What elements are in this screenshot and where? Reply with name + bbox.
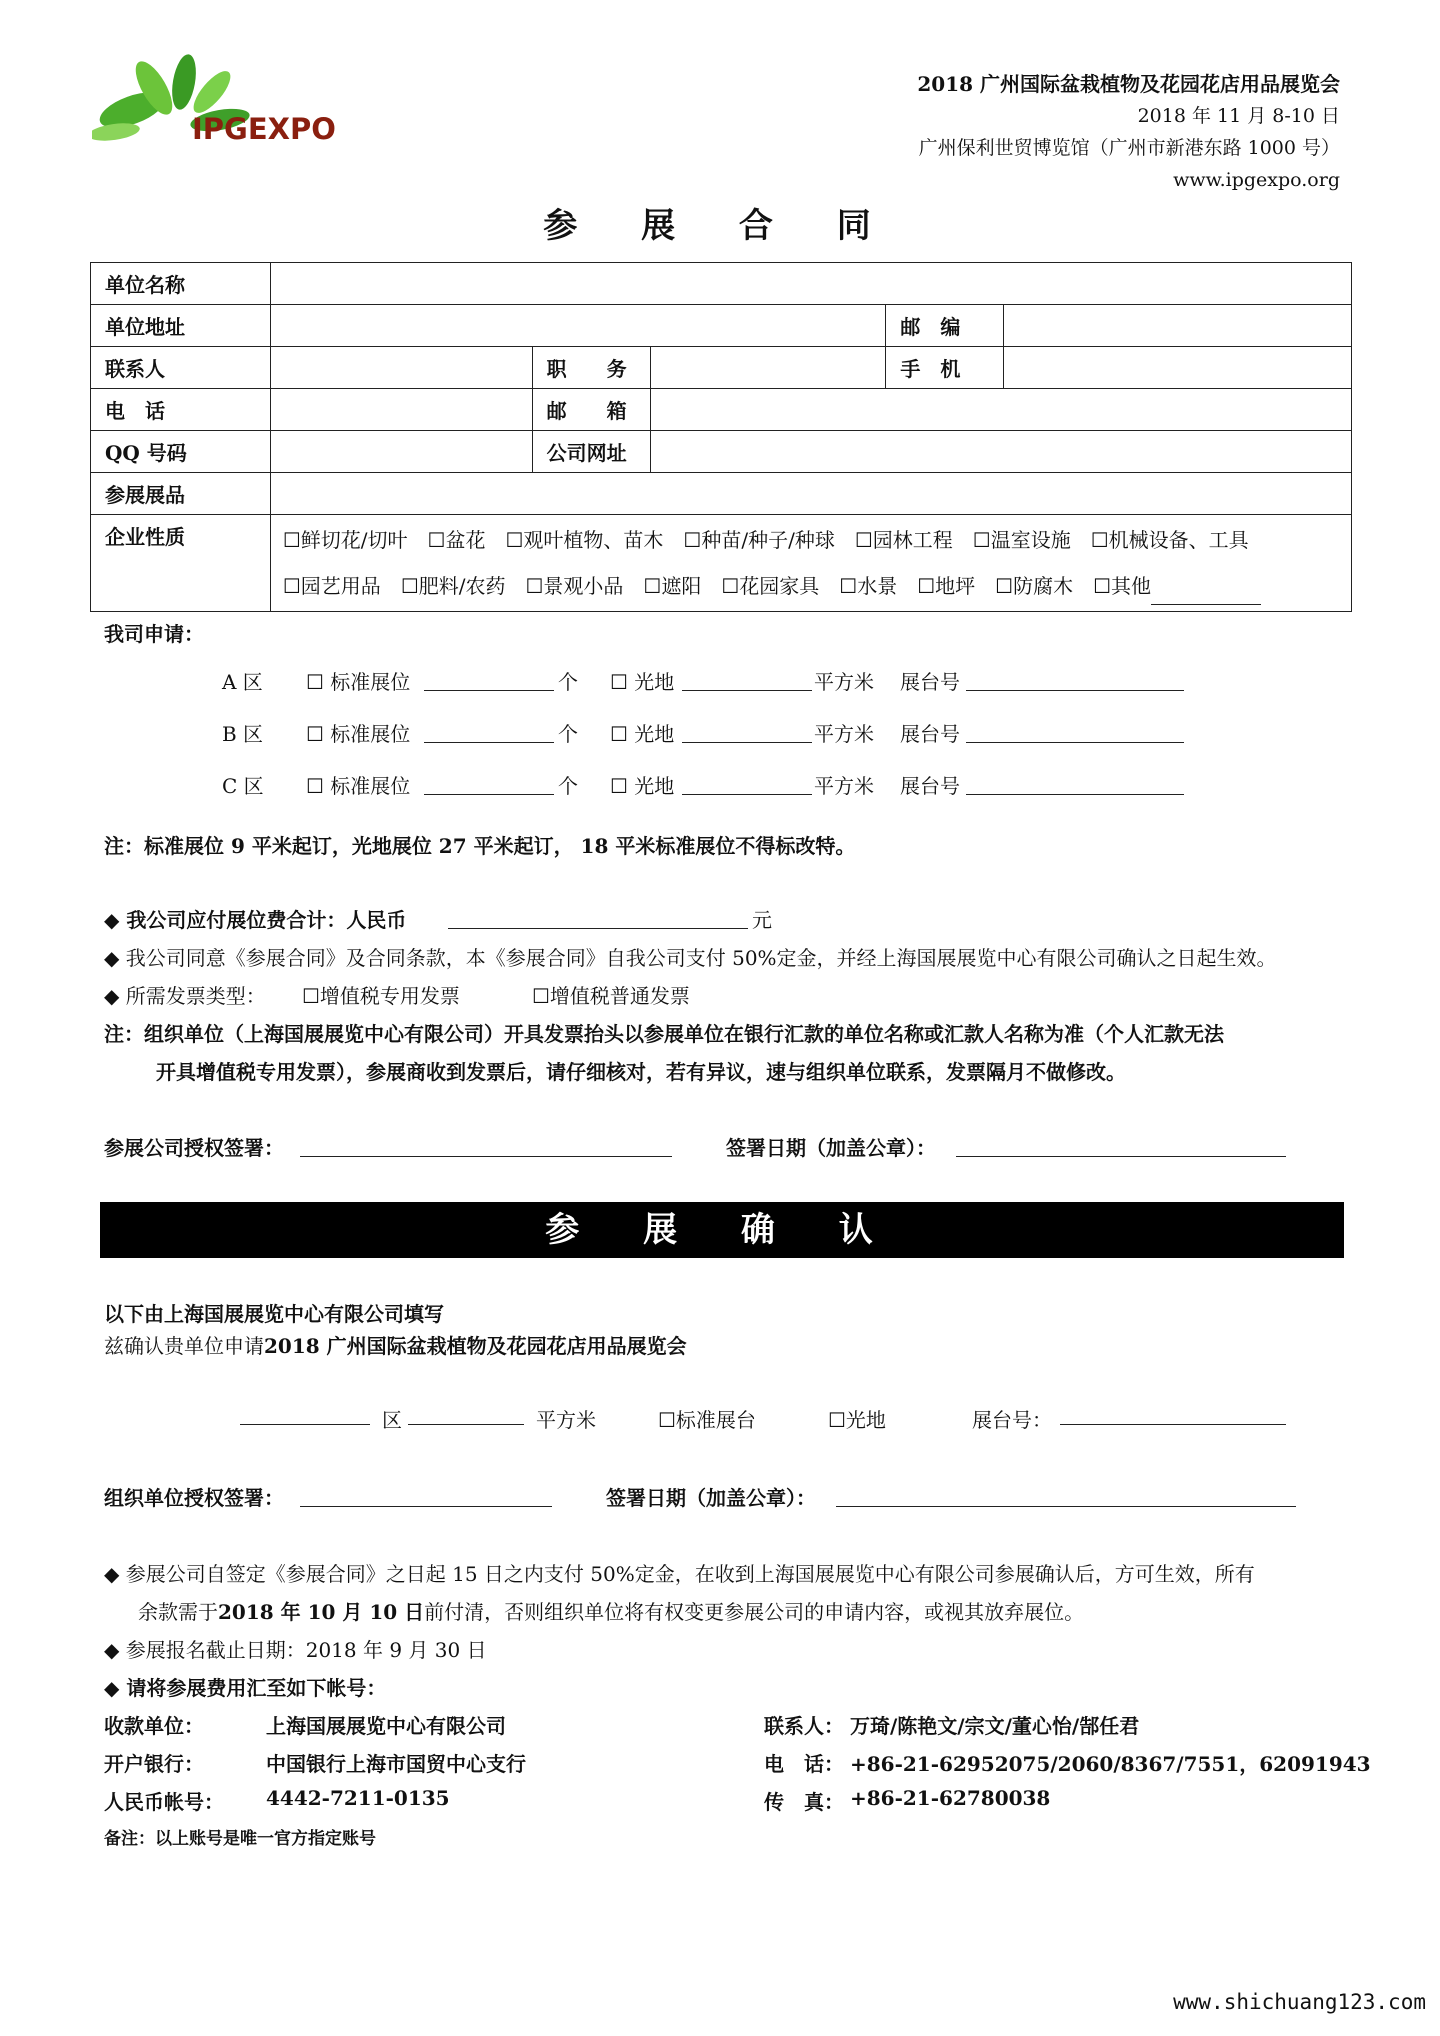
term-1-date: 2018 年 10 月 10 日 xyxy=(218,1600,425,1624)
nature-option[interactable]: ☐防腐木 xyxy=(995,574,1074,598)
postcode-label: 邮 编 xyxy=(886,305,1004,347)
company-address-label: 单位地址 xyxy=(91,305,271,347)
raw-space-checkbox[interactable]: ☐ 光地 xyxy=(610,774,675,798)
exhibitor-date-field[interactable] xyxy=(956,1136,1286,1157)
company-address-field[interactable] xyxy=(270,305,886,347)
expo-header xyxy=(917,68,1340,196)
apply-heading: 我司申请： xyxy=(104,622,204,646)
website-field[interactable] xyxy=(650,431,1351,473)
payee-value: 上海国展展览中心有限公司 xyxy=(266,1714,506,1738)
confirm-expo: 2018 广州国际盆栽植物及花园花店用品展览会 xyxy=(264,1334,687,1358)
contact-people-label: 联系人： xyxy=(764,1714,844,1738)
term-1-pre: 余款需于 xyxy=(138,1600,218,1624)
invoice-special-checkbox[interactable]: ☐增值税专用发票 xyxy=(302,984,460,1008)
term-3: ◆ 请将参展费用汇至如下帐号： xyxy=(104,1676,387,1700)
contact-people: 万琦/陈艳文/宗文/董心怡/郜任君 xyxy=(850,1714,1140,1738)
confirm-sqm-label: 平方米 xyxy=(536,1408,596,1432)
confirm-booth-no-label: 展台号： xyxy=(972,1408,1052,1432)
nature-row-2 xyxy=(283,563,1339,609)
nature-option[interactable]: ☐鲜切花/切叶 xyxy=(282,528,408,552)
confirm-banner: 参 展 确 认 xyxy=(100,1202,1344,1258)
raw-space-checkbox[interactable]: ☐ 光地 xyxy=(610,722,675,746)
unit-label: 个 xyxy=(558,722,578,746)
position-field[interactable] xyxy=(650,347,886,389)
website-label: 公司网址 xyxy=(532,431,650,473)
confirm-zone-field[interactable] xyxy=(240,1404,370,1425)
tel-label: 电 话： xyxy=(764,1752,844,1776)
fee-total-field[interactable] xyxy=(448,908,748,929)
contact-label: 联系人 xyxy=(91,347,271,389)
bank-remark: 备注：以上账号是唯一官方指定账号 xyxy=(104,1829,376,1849)
nature-option[interactable]: ☐花园家具 xyxy=(721,574,820,598)
tel-value: +86-21-62952075/2060/8367/7551，62091943 xyxy=(850,1752,1371,1776)
nature-option[interactable]: ☐机械设备、工具 xyxy=(1090,528,1249,552)
nature-option[interactable]: ☐盆花 xyxy=(427,528,486,552)
exhibitor-sign-field[interactable] xyxy=(300,1136,672,1157)
fax-value: +86-21-62780038 xyxy=(850,1786,1051,1810)
org-date-label: 签署日期（加盖公章）： xyxy=(606,1486,816,1510)
invoice-note-line2: 开具增值税专用发票），参展商收到发票后，请仔细核对，若有异议，速与组织单位联系，发票隔月不做修改。 xyxy=(156,1060,1126,1084)
fax-label: 传 真： xyxy=(764,1790,844,1814)
invoice-normal-checkbox[interactable]: ☐增值税普通发票 xyxy=(532,984,690,1008)
org-date-field[interactable] xyxy=(836,1486,1296,1507)
std-booth-checkbox[interactable]: ☐ 标准展位 xyxy=(306,774,411,798)
products-label: 参展展品 xyxy=(91,473,271,515)
raw-space-sqm-field[interactable] xyxy=(682,670,812,691)
unit-label: 个 xyxy=(558,670,578,694)
bank-label: 开户银行： xyxy=(104,1752,204,1776)
company-name-field[interactable] xyxy=(270,263,1351,305)
booth-no-field[interactable] xyxy=(966,722,1184,743)
invoice-note-line1: 注：组织单位（上海国展展览中心有限公司）开具发票抬头以参展单位在银行汇款的单位名称或汇款人名称为准（个人汇款无法 xyxy=(104,1022,1224,1046)
raw-space-sqm-field[interactable] xyxy=(682,722,812,743)
nature-option[interactable]: ☐园林工程 xyxy=(854,528,953,552)
nature-option[interactable]: ☐遮阳 xyxy=(643,574,702,598)
invoice-type-label: ◆ 所需发票类型： xyxy=(104,984,266,1008)
confirm-raw-checkbox[interactable]: ☐光地 xyxy=(828,1408,886,1432)
nature-option[interactable]: ☐种苗/种子/种球 xyxy=(683,528,835,552)
company-name-label: 单位名称 xyxy=(91,263,271,305)
mobile-label: 手 机 xyxy=(886,347,1004,389)
booth-no-label: 展台号 xyxy=(900,670,960,694)
std-booth-checkbox[interactable]: ☐ 标准展位 xyxy=(306,722,411,746)
exhibitor-sign-label: 参展公司授权签署： xyxy=(104,1136,284,1160)
sqm-label: 平方米 xyxy=(814,670,874,694)
confirm-booth-no-field[interactable] xyxy=(1060,1404,1286,1425)
nature-option[interactable]: ☐观叶植物、苗木 xyxy=(505,528,664,552)
term-2: ◆ 参展报名截止日期：2018 年 9 月 30 日 xyxy=(104,1638,487,1662)
other-nature-field[interactable] xyxy=(1151,584,1261,605)
exhibitor-date-label: 签署日期（加盖公章）： xyxy=(726,1136,936,1160)
confirm-line xyxy=(104,1330,687,1359)
postcode-field[interactable] xyxy=(1004,305,1352,347)
expo-website[interactable]: www.ipgexpo.org xyxy=(1173,169,1340,191)
nature-option[interactable]: ☐其他 xyxy=(1093,574,1152,598)
std-booth-count-field[interactable] xyxy=(424,722,554,743)
nature-label: 企业性质 xyxy=(91,515,271,612)
std-booth-count-field[interactable] xyxy=(424,774,554,795)
std-booth-count-field[interactable] xyxy=(424,670,554,691)
qq-label: QQ 号码 xyxy=(91,431,271,473)
products-field[interactable] xyxy=(270,473,1351,515)
raw-space-sqm-field[interactable] xyxy=(682,774,812,795)
zone-label: A 区 xyxy=(222,670,263,694)
booth-note: 注：标准展位 9 平米起订，光地展位 27 平米起订， 18 平米标准展位不得标改特。 xyxy=(104,834,856,858)
contract-title: 参 展 合 同 xyxy=(543,206,897,246)
org-sign-field[interactable] xyxy=(300,1486,552,1507)
zone-label: C 区 xyxy=(222,774,264,798)
phone-field[interactable] xyxy=(270,389,532,431)
nature-row-1 xyxy=(283,517,1339,563)
expo-dates: 2018 年 11 月 8-10 日 xyxy=(1137,105,1340,127)
account-value: 4442-7211-0135 xyxy=(266,1786,450,1810)
sqm-label: 平方米 xyxy=(814,774,874,798)
watermark: www.shichuang123.com xyxy=(1173,1990,1426,2014)
booth-no-label: 展台号 xyxy=(900,722,960,746)
email-label: 邮 箱 xyxy=(532,389,650,431)
confirm-prefix: 兹确认贵单位申请 xyxy=(104,1334,264,1358)
term-1-post: 前付清，否则组织单位将有权变更参展公司的申请内容，或视其放弃展位。 xyxy=(424,1600,1085,1624)
bank-value: 中国银行上海市国贸中心支行 xyxy=(266,1752,526,1776)
std-booth-checkbox[interactable]: ☐ 标准展位 xyxy=(306,670,411,694)
account-label: 人民币帐号： xyxy=(104,1790,224,1814)
confirm-std-checkbox[interactable]: ☐标准展台 xyxy=(658,1408,756,1432)
nature-option[interactable]: ☐地坪 xyxy=(917,574,976,598)
expo-name: 2018 广州国际盆栽植物及花园花店用品展览会 xyxy=(917,72,1340,96)
nature-option[interactable]: ☐温室设施 xyxy=(972,528,1071,552)
org-sign-label: 组织单位授权签署： xyxy=(104,1486,284,1510)
nature-option[interactable]: ☐水景 xyxy=(839,574,898,598)
payee-label: 收款单位： xyxy=(104,1714,204,1738)
nature-option[interactable]: ☐肥料/农药 xyxy=(400,574,506,598)
filled-by: 以下由上海国展展览中心有限公司填写 xyxy=(104,1302,444,1326)
nature-options xyxy=(270,515,1351,612)
registration-form xyxy=(90,262,1352,612)
sqm-label: 平方米 xyxy=(814,722,874,746)
unit-label: 个 xyxy=(558,774,578,798)
nature-option[interactable]: ☐景观小品 xyxy=(525,574,624,598)
logo-text: IPGEXPO xyxy=(192,112,336,146)
qq-field[interactable] xyxy=(270,431,532,473)
term-1-line2 xyxy=(138,1596,1084,1625)
position-label: 职 务 xyxy=(532,347,650,389)
booth-no-field[interactable] xyxy=(966,670,1184,691)
zone-label: B 区 xyxy=(222,722,264,746)
contact-field[interactable] xyxy=(270,347,532,389)
qu-label: 区 xyxy=(382,1408,402,1432)
term-1-line1: ◆ 参展公司自签定《参展合同》之日起 15 日之内支付 50%定金，在收到上海国展展览中心有限公司参展确认后，方可生效，所有 xyxy=(104,1562,1255,1586)
agree-terms: ◆ 我公司同意《参展合同》及合同条款，本《参展合同》自我公司支付 50%定金，并经上海国展展览中心有限公司确认之日起生效。 xyxy=(104,946,1277,970)
expo-venue: 广州保利世贸博览馆（广州市新港东路 1000 号） xyxy=(918,137,1340,159)
email-field[interactable] xyxy=(650,389,1351,431)
booth-no-label: 展台号 xyxy=(900,774,960,798)
nature-option[interactable]: ☐园艺用品 xyxy=(282,574,381,598)
raw-space-checkbox[interactable]: ☐ 光地 xyxy=(610,670,675,694)
mobile-field[interactable] xyxy=(1004,347,1352,389)
yuan-label: 元 xyxy=(752,908,772,932)
confirm-sqm-field[interactable] xyxy=(408,1404,524,1425)
fee-total-label: ◆ 我公司应付展位费合计：人民币 xyxy=(104,908,407,932)
phone-label: 电 话 xyxy=(91,389,271,431)
booth-no-field[interactable] xyxy=(966,774,1184,795)
